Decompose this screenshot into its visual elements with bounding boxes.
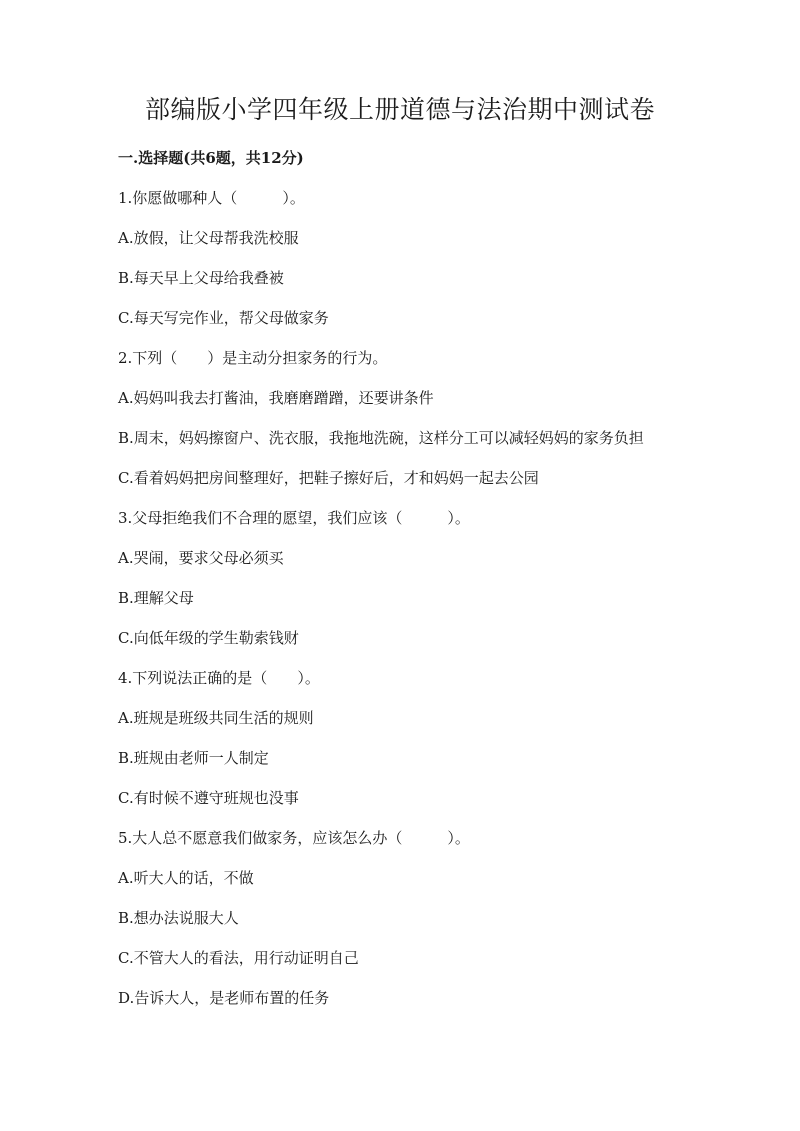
answer-option: C.有时候不遵守班规也没事 [118,789,299,807]
section-heading: 一.选择题(共6题，共12分) [118,149,304,167]
answer-option: A.哭闹，要求父母必须买 [118,549,284,567]
answer-option: C.向低年级的学生勒索钱财 [118,629,299,647]
answer-option: B.每天早上父母给我叠被 [118,269,284,287]
answer-option: C.每天写完作业，帮父母做家务 [118,309,329,327]
question-stem: 5.大人总不愿意我们做家务，应该怎么办（ ）。 [118,829,470,847]
answer-option: A.班规是班级共同生活的规则 [118,709,314,727]
answer-option: B.理解父母 [118,589,194,607]
answer-option: D.告诉大人，是老师布置的任务 [118,989,330,1007]
question-list [118,148,688,1028]
answer-option: C.看着妈妈把房间整理好，把鞋子擦好后，才和妈妈一起去公园 [118,469,539,487]
answer-option: B.想办法说服大人 [118,909,239,927]
question-stem: 2.下列（ ）是主动分担家务的行为。 [118,349,388,367]
question-stem: 3.父母拒绝我们不合理的愿望，我们应该（ ）。 [118,509,470,527]
answer-option: C.不管大人的看法，用行动证明自己 [118,949,359,967]
answer-option: B.周末，妈妈擦窗户、洗衣服，我拖地洗碗，这样分工可以减轻妈妈的家务负担 [118,429,644,447]
answer-option: B.班规由老师一人制定 [118,749,269,767]
answer-option: A.听大人的话，不做 [118,869,254,887]
answer-option: A.放假，让父母帮我洗校服 [118,229,299,247]
question-stem: 4.下列说法正确的是（ ）。 [118,669,320,687]
answer-option: A.妈妈叫我去打酱油，我磨磨蹭蹭，还要讲条件 [118,389,434,407]
question-stem: 1.你愿做哪种人（ ）。 [118,189,305,207]
page-title: 部编版小学四年级上册道德与法治期中测试卷 [144,95,655,124]
